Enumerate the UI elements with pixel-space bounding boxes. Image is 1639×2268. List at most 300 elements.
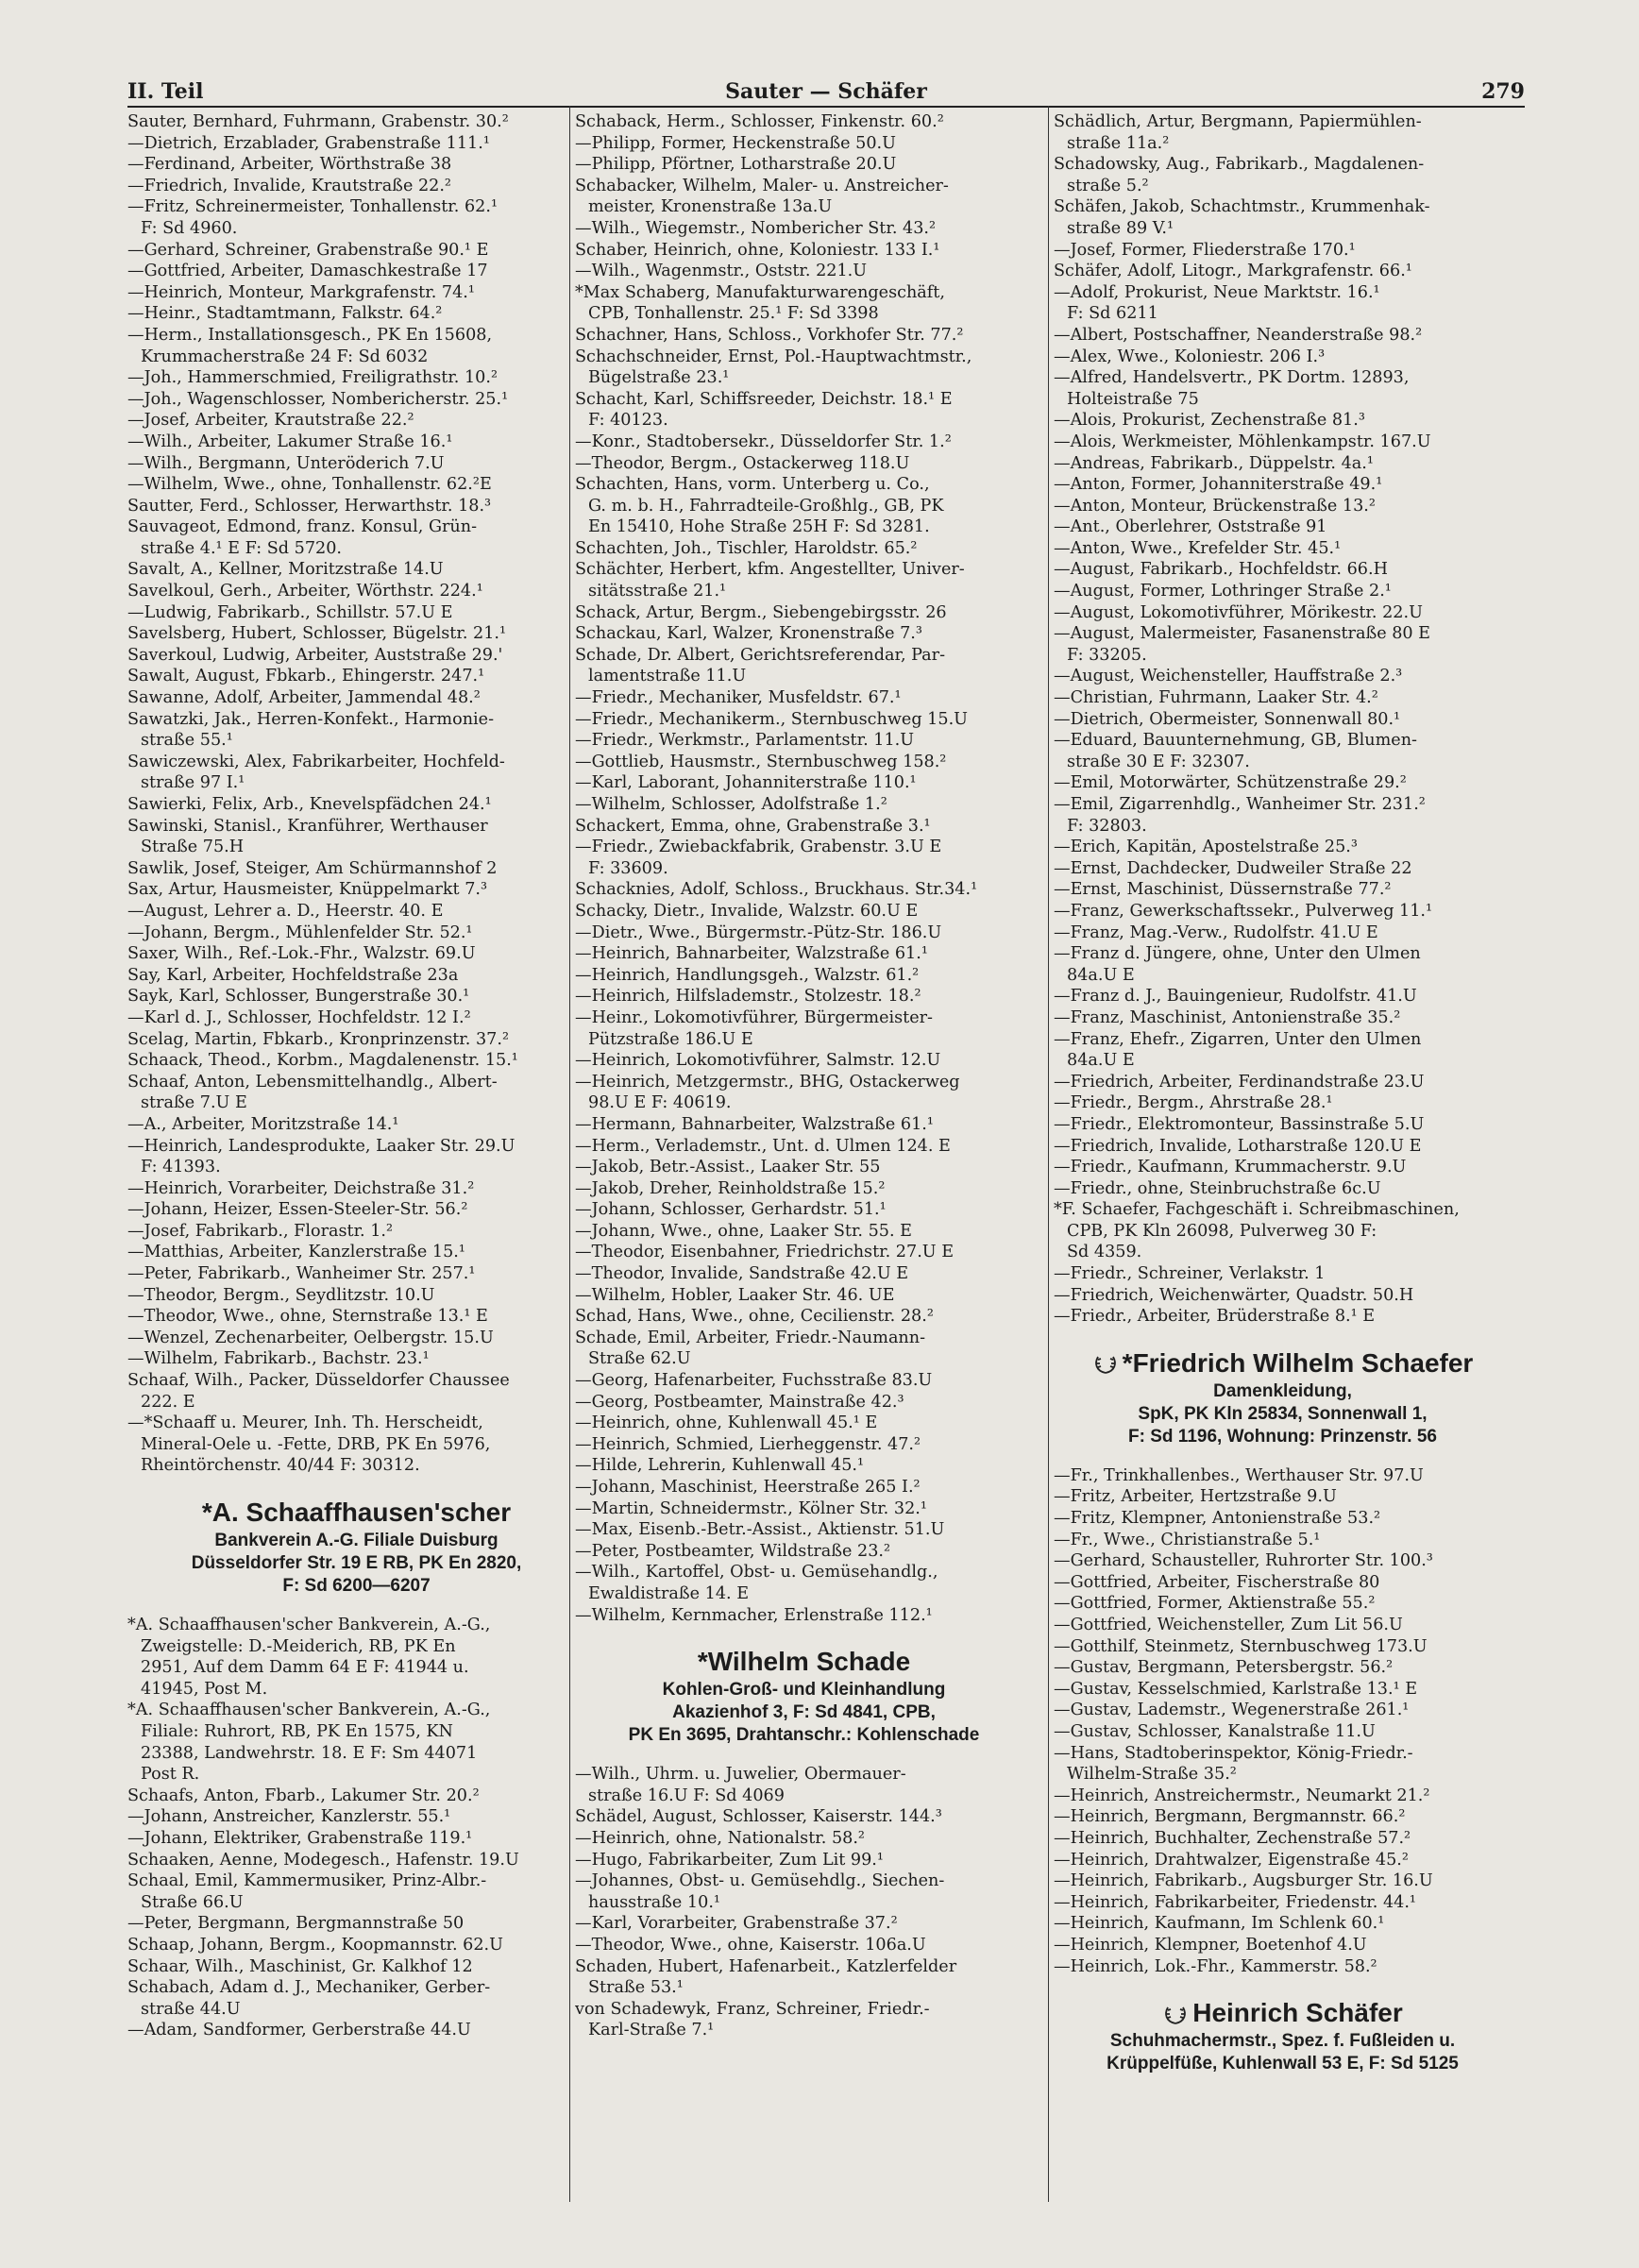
entry-line: —Joh., Wagenschlosser, Nombericherstr. 25.¹ [127, 389, 509, 409]
entry-line: —Friedr., Zwiebackfabrik, Grabenstr. 3.U E [575, 838, 942, 857]
directory-entry [127, 176, 585, 197]
entry-line: —Heinrich, Monteur, Markgrafenstr. 74.¹ [127, 282, 475, 302]
entry-line: Schabach, Adam d. J., Mechaniker, Gerber- [127, 1978, 491, 1998]
directory-entry [127, 1242, 585, 1263]
directory-entry [1054, 1263, 1512, 1285]
directory-entry [575, 645, 1033, 687]
entry-line: —Gustav, Bergmann, Petersbergstr. 56.² [1054, 1658, 1394, 1678]
entry-line: Schaack, Theod., Korbm., Magdalenenstr. 15.¹ [127, 1051, 518, 1071]
entry-line: 222. E [141, 1392, 195, 1412]
entry-line: —Wilh., Wiegemstr., Nombericher Str. 43.² [575, 218, 937, 238]
directory-entry [575, 1328, 1033, 1370]
directory-entry [127, 1956, 585, 1978]
entry-line: —Johann, Wwe., ohne, Laaker Str. 55. E [575, 1221, 913, 1241]
directory-entry [1054, 1136, 1512, 1158]
entry-line: Schackau, Karl, Walzer, Kronenstraße 7.³ [575, 624, 922, 644]
entry-line: —Fritz, Arbeiter, Hertzstraße 9.U [1054, 1487, 1337, 1507]
entry-line: —Friedr., ohne, Steinbruchstraße 6c.U [1054, 1178, 1381, 1198]
directory-entry [1054, 1029, 1512, 1072]
entry-line: Sax, Artur, Hausmeister, Knüppelmarkt 7.³ [127, 880, 488, 900]
directory-entry [127, 1913, 585, 1935]
directory-entry [575, 837, 1033, 879]
directory-entry [575, 389, 1033, 432]
directory-entry [575, 752, 1033, 773]
directory-entry [575, 1285, 1033, 1307]
entry-line: —Dietrich, Erzablader, Grabenstraße 111.¹ [127, 133, 490, 153]
directory-entry [575, 1114, 1033, 1136]
directory-entry [127, 240, 585, 262]
directory-entry [1054, 901, 1512, 922]
entry-line: lamentstraße 11.U [588, 667, 747, 686]
entry-line: Krummacherstraße 24 F: Sd 6032 [141, 347, 429, 366]
entry-line: Sayk, Karl, Schlosser, Bungerstraße 30.¹ [127, 987, 470, 1007]
directory-entry [127, 986, 585, 1007]
entry-line: —Gustav, Lademstr., Wegenerstraße 261.¹ [1054, 1701, 1410, 1720]
entry-line: Schacht, Karl, Schiffsreeder, Deichstr. 18.¹ E [575, 389, 953, 409]
directory-entry [1054, 1892, 1512, 1914]
directory-entry [1054, 538, 1512, 560]
directory-entry [575, 730, 1033, 752]
entry-line: —Joh., Hammerschmied, Freiligrathstr. 10.² [127, 368, 498, 388]
directory-entry [1054, 1743, 1512, 1786]
entry-line: Schaber, Heinrich, ohne, Koloniestr. 133 I.¹ [575, 240, 940, 260]
entry-line: —Johann, Elektriker, Grabenstraße 119.¹ [127, 1828, 473, 1848]
directory-entry [575, 474, 1033, 538]
directory-entry [1054, 1786, 1512, 1807]
entry-line: Straße 53.¹ [588, 1978, 684, 1998]
entry-line: —Gottlieb, Hausmstr., Sternbuschweg 158.² [575, 752, 947, 771]
directory-entry [127, 261, 585, 282]
spacer [127, 1601, 585, 1615]
entry-line: Schad, Hans, Wwe., ohne, Cecilienstr. 28.² [575, 1307, 934, 1327]
entry-line: F: 40123. [588, 411, 668, 431]
entry-line: Sawlik, Josef, Steiger, Am Schürmannshof 2 [127, 858, 498, 878]
entry-line: Schaar, Wilh., Maschinist, Gr. Kalkhof 12 [127, 1956, 473, 1976]
ad-line: Damenkleidung, [1213, 1380, 1352, 1401]
directory-entry [1054, 623, 1512, 666]
entry-line: —Josef, Arbeiter, Krautstraße 22.² [127, 411, 414, 431]
wreath-logo-icon [1092, 1354, 1119, 1375]
entry-line: —Heinrich, Drahtwalzer, Eigenstraße 45.² [1054, 1850, 1409, 1870]
entry-line: —Heinr., Lokomotivführer, Bürgermeister- [575, 1007, 934, 1027]
ad-title [127, 1496, 585, 1530]
directory-entry [127, 943, 585, 965]
entry-line: —Friedrich, Invalide, Krautstraße 22.² [127, 176, 451, 195]
ad-line: Krüppelfüße, Kuhlenwall 53 E, F: Sd 5125 [1107, 2054, 1459, 2074]
entry-line: —Ernst, Dachdecker, Dudweiler Straße 22 [1054, 858, 1412, 878]
entry-line: —Ludwig, Fabrikarb., Schillstr. 57.U E [127, 602, 453, 622]
entry-line: —Heinrich, ohne, Kuhlenwall 45.¹ E [575, 1413, 878, 1433]
entry-line: —Alex, Wwe., Koloniestr. 206 I.³ [1054, 347, 1326, 366]
directory-entry [1054, 858, 1512, 880]
directory-entry [1054, 1657, 1512, 1679]
entry-line: —Heinrich, Lok.-Fhr., Kammerstr. 58.² [1054, 1956, 1377, 1976]
entry-line: —Fritz, Schreinermeister, Tonhallenstr. 62.¹ [127, 197, 498, 217]
entry-line: —Wilh., Uhrm. u. Juwelier, Obermauer- [575, 1765, 906, 1785]
business-advertisement [575, 1645, 1033, 1747]
directory-entry [127, 602, 585, 624]
directory-entry [1054, 1092, 1512, 1114]
entry-line: Schackert, Emma, ohne, Grabenstraße 3.¹ [575, 816, 931, 836]
directory-entry [127, 516, 585, 559]
directory-entry [575, 1306, 1033, 1328]
entry-line: —Johann, Maschinist, Heerstraße 265 I.² [575, 1478, 921, 1497]
entry-line: F: 33609. [588, 858, 668, 878]
directory-entry [127, 1007, 585, 1029]
entry-line: —Peter, Fabrikarb., Wanheimer Str. 257.¹ [127, 1264, 476, 1284]
entry-line: —Alois, Prokurist, Zechenstraße 81.³ [1054, 411, 1365, 431]
directory-entry [575, 1263, 1033, 1285]
entry-line: —Anton, Wwe., Krefelder Str. 45.¹ [1054, 538, 1342, 558]
directory-entry [575, 1178, 1033, 1200]
directory-entry [575, 1850, 1033, 1871]
entry-line: Scelag, Martin, Fbkarb., Kronprinzenstr. 37.² [127, 1029, 509, 1049]
entry-line: —Emil, Zigarrenhdlg., Wanheimer Str. 231.² [1054, 795, 1426, 814]
entry-line: Holteistraße 75 [1067, 389, 1199, 409]
ad-line: SpK, PK Kln 25834, Sonnenwall 1, [1138, 1403, 1428, 1424]
entry-line: Schaap, Johann, Bergm., Koopmannstr. 62.U [127, 1935, 503, 1955]
entry-line: *A. Schaaffhausen'scher Bankverein, A.-G., [127, 1701, 491, 1720]
ad-title [1054, 1346, 1512, 1380]
entry-line: —Matthias, Arbeiter, Kanzlerstraße 15.¹ [127, 1243, 465, 1262]
directory-entry [575, 154, 1033, 176]
entry-line: —Johann, Bergm., Mühlenfelder Str. 52.¹ [127, 922, 473, 942]
ad-title-text: Heinrich Schäfer [1192, 1998, 1403, 2028]
entry-line: Ewaldistraße 14. E [588, 1583, 750, 1603]
entry-line: Straße 62.U [588, 1349, 691, 1369]
ad-title [575, 1645, 1033, 1679]
directory-entry [127, 901, 585, 922]
entry-line: —Hermann, Bahnarbeiter, Walzstraße 61.¹ [575, 1114, 934, 1134]
entry-line: F: Sd 6211 [1067, 304, 1158, 324]
entry-line: Filiale: Ruhrort, RB, PK En 1575, KN [141, 1721, 453, 1741]
entry-line: Schachschneider, Ernst, Pol.-Hauptwachtmstr., [575, 347, 972, 366]
entry-line: —Adam, Sandformer, Gerberstraße 44.U [127, 2021, 471, 2040]
directory-entry [1054, 1828, 1512, 1850]
entry-line: Schacky, Dietr., Invalide, Walzstr. 60.U E [575, 901, 919, 921]
entry-line: —Heinr., Stadtamtmann, Falkstr. 64.² [127, 304, 443, 324]
directory-entry [575, 1498, 1033, 1520]
directory-entry [127, 879, 585, 901]
directory-entry [575, 1999, 1033, 2041]
entry-line: straße 16.U F: Sd 4069 [588, 1786, 785, 1805]
directory-entry [127, 709, 585, 752]
directory-entry [127, 1348, 585, 1370]
directory-entry [575, 1221, 1033, 1243]
directory-entry [127, 581, 585, 602]
directory-entry [1054, 922, 1512, 944]
entry-line: —Franz, Ehefr., Zigarren, Unter den Ulmen [1054, 1029, 1422, 1049]
running-title: Sauter — Schäfer [725, 79, 927, 104]
directory-entry [575, 772, 1033, 794]
entry-line: —Heinrich, Handlungsgeh., Walzstr. 61.² [575, 965, 920, 985]
directory-entry [1054, 282, 1512, 325]
entry-line: —Franz d. J., Bauingenieur, Rudolfstr. 41.U [1054, 987, 1417, 1007]
directory-entry [1054, 1956, 1512, 1978]
directory-entry [1054, 986, 1512, 1007]
directory-entry [575, 687, 1033, 709]
directory-entry [127, 1221, 585, 1243]
directory-entry [1054, 1530, 1512, 1551]
entry-line: —Friedr., Mechaniker, Musfeldstr. 67.¹ [575, 688, 902, 708]
entry-line: —Alois, Werkmeister, Möhlenkampstr. 167.U [1054, 432, 1431, 451]
entry-line: —Anton, Former, Johanniterstraße 49.¹ [1054, 475, 1383, 495]
entry-line: —Wenzel, Zechenarbeiter, Oelbergstr. 15.U [127, 1328, 494, 1347]
column-divider [1048, 106, 1049, 2202]
entry-line: —Erich, Kapitän, Apostelstraße 25.³ [1054, 838, 1358, 857]
entry-line: Sawatzki, Jak., Herren-Konfekt., Harmonie- [127, 709, 495, 729]
entry-line: Schächter, Herbert, kfm. Angestellter, Univer- [575, 560, 965, 580]
entry-line: Sauvageot, Edmond, franz. Konsul, Grün- [127, 517, 478, 537]
entry-line: —Heinrich, ohne, Nationalstr. 58.² [575, 1828, 865, 1848]
directory-entry [575, 816, 1033, 838]
entry-line: —Gottfried, Former, Aktienstraße 55.² [1054, 1594, 1376, 1614]
directory-entry [127, 965, 585, 987]
spacer [1054, 1328, 1512, 1341]
directory-entry [1054, 730, 1512, 772]
directory-entry [575, 1072, 1033, 1114]
entry-line: —Heinrich, Hilfslademstr., Stolzestr. 18.² [575, 987, 921, 1007]
directory-entry [127, 453, 585, 475]
entry-line: —Hilde, Lehrerin, Kuhlenwall 45.¹ [575, 1456, 865, 1476]
ad-line: Akazienhof 3, F: Sd 4841, CPB, [672, 1702, 936, 1723]
entry-line: —Theodor, Bergm., Ostackerweg 118.U [575, 453, 910, 473]
entry-line: —Heinrich, Metzgermstr., BHG, Ostackerweg [575, 1072, 960, 1092]
entry-line: —Peter, Bergmann, Bergmannstraße 50 [127, 1914, 465, 1934]
entry-line: straße 4.¹ E F: Sd 5720. [141, 538, 342, 558]
directory-entry [127, 1850, 585, 1871]
entry-line: Post R. [141, 1765, 200, 1785]
directory-entry [575, 1477, 1033, 1498]
entry-line: —Jakob, Dreher, Reinholdstraße 15.² [575, 1178, 886, 1198]
directory-entry [127, 432, 585, 453]
directory-entry [127, 196, 585, 239]
entry-line: Saxer, Wilh., Ref.-Lok.-Fhr., Walzstr. 69.U [127, 944, 476, 964]
directory-entry [127, 1114, 585, 1136]
directory-entry [127, 858, 585, 880]
entry-line: En 15410, Hohe Straße 25H F: Sd 3281. [588, 517, 930, 537]
entry-line: —Max, Eisenb.-Betr.-Assist., Aktienstr. 51.U [575, 1520, 945, 1540]
header-rule [127, 106, 1525, 108]
entry-line: —Emil, Motorwärter, Schützenstraße 29.² [1054, 773, 1407, 793]
entry-line: —Fr., Wwe., Christianstraße 5.¹ [1054, 1530, 1321, 1549]
directory-entry [1054, 1178, 1512, 1200]
entry-line: —Heinrich, Fabrikarb., Augsburger Str. 16.U [1054, 1871, 1433, 1891]
entry-line: Schachten, Joh., Tischler, Haroldstr. 65.² [575, 538, 918, 558]
entry-line: —Georg, Hafenarbeiter, Fuchsstraße 83.U [575, 1371, 933, 1391]
entry-line: meister, Kronenstraße 13a.U [588, 197, 833, 217]
directory-entry [127, 623, 585, 645]
directory-entry [1054, 410, 1512, 432]
entry-line: —Hugo, Fabrikarbeiter, Zum Lit 99.¹ [575, 1850, 884, 1870]
entry-line: —Herm., Installationsgesch., PK En 15608, [127, 325, 493, 345]
entry-line: Wilhelm-Straße 35.² [1067, 1765, 1237, 1785]
directory-entry [575, 559, 1033, 601]
directory-entry [127, 474, 585, 496]
ad-title-text: *Wilhelm Schade [697, 1647, 911, 1677]
entry-line: —Konr., Stadtobersekr., Düsseldorfer Str. 1.² [575, 432, 952, 451]
directory-entry [127, 282, 585, 304]
directory-entry [127, 133, 585, 155]
business-advertisement [1054, 1996, 1512, 2075]
entry-line: —Josef, Former, Fliederstraße 170.¹ [1054, 240, 1356, 260]
entry-line: —Friedr., Elektromonteur, Bassinstraße 5.U [1054, 1114, 1425, 1134]
directory-entry [127, 1413, 585, 1477]
entry-line: G. m. b. H., Fahrradteile-Großhlg., GB, PK [588, 496, 944, 516]
entry-line: Sawanne, Adolf, Arbeiter, Jammendal 48.² [127, 688, 481, 708]
entry-line: —Andreas, Fabrikarb., Düppelstr. 4a.¹ [1054, 453, 1374, 473]
entry-line: —Karl, Vorarbeiter, Grabenstraße 37.² [575, 1914, 898, 1934]
directory-entry [575, 1157, 1033, 1178]
directory-entry [1054, 325, 1512, 347]
directory-entry [127, 1285, 585, 1307]
entry-line: —Wilh., Kartoffel, Obst- u. Gemüsehandlg., [575, 1563, 938, 1583]
directory-entry [575, 1519, 1033, 1541]
entry-line: Schade, Dr. Albert, Gerichtsreferendar, Par- [575, 645, 946, 665]
directory-entry [1054, 1935, 1512, 1956]
directory-entry [1054, 240, 1512, 262]
directory-entry [127, 1029, 585, 1051]
directory-entry [1054, 1550, 1512, 1572]
entry-line: straße 97 I.¹ [141, 773, 245, 793]
page-number: 279 [1481, 79, 1525, 104]
entry-line: Sawierki, Felix, Arb., Knevelspfädchen 24.¹ [127, 795, 492, 814]
directory-entry [127, 1072, 585, 1114]
directory-entry [575, 1434, 1033, 1456]
directory-entry [1054, 1157, 1512, 1178]
section-label: II. Teil [127, 79, 204, 104]
entry-line: Schaback, Herm., Schlosser, Finkenstr. 60.² [575, 112, 944, 131]
entry-line: —Theodor, Wwe., ohne, Kaiserstr. 106a.U [575, 1935, 926, 1955]
entry-line: —Johann, Anstreicher, Kanzlerstr. 55.¹ [127, 1807, 451, 1827]
entry-line: Schaaf, Anton, Lebensmittelhandlg., Albert- [127, 1072, 498, 1092]
directory-entry [575, 1541, 1033, 1563]
directory-entry [1054, 1593, 1512, 1615]
directory-entry [575, 1562, 1033, 1604]
entry-line: —Heinrich, Vorarbeiter, Deichstraße 31.² [127, 1178, 475, 1198]
entry-line: —Friedr., Mechanikerm., Sternbuschweg 15.U [575, 709, 968, 729]
entry-line: —Johann, Heizer, Essen-Steeler-Str. 56.² [127, 1200, 468, 1220]
entry-line: Schachten, Hans, vorm. Unterberg u. Co., [575, 475, 930, 495]
directory-entry [127, 1977, 585, 2020]
entry-line: *F. Schaefer, Fachgeschäft i. Schreibmaschinen, [1054, 1200, 1460, 1220]
entry-line: —Fritz, Klempner, Antonienstraße 53.² [1054, 1509, 1381, 1529]
entry-line: Sd 4359. [1067, 1243, 1142, 1262]
ad-line: Bankverein A.-G. Filiale Duisburg [214, 1531, 498, 1550]
directory-entry [575, 1370, 1033, 1392]
ad-line: Kohlen-Groß- und Kleinhandlung [662, 1680, 946, 1701]
entry-line: —Friedr., Kaufmann, Krummacherstr. 9.U [1054, 1158, 1407, 1177]
directory-entry [575, 111, 1033, 133]
entry-line: —Eduard, Bauunternehmung, GB, Blumen- [1054, 731, 1417, 751]
entry-line: —Fr., Trinkhallenbes., Werthauser Str. 97.U [1054, 1465, 1424, 1485]
entry-line: —Theodor, Invalide, Sandstraße 42.U E [575, 1264, 909, 1284]
directory-entry [575, 986, 1033, 1007]
entry-line: —Josef, Fabrikarb., Florastr. 1.² [127, 1221, 394, 1241]
ad-line: Düsseldorfer Str. 19 E RB, PK En 2820, [191, 1553, 522, 1573]
directory-entry [575, 282, 1033, 325]
entry-line: —Johann, Schlosser, Gerhardstr. 51.¹ [575, 1200, 887, 1220]
entry-line: —August, Malermeister, Fasanenstraße 80 E [1054, 624, 1431, 644]
directory-entry [127, 922, 585, 944]
entry-line: straße 89 V.¹ [1067, 218, 1174, 238]
directory-entry [127, 1935, 585, 1956]
entry-line: —Ernst, Maschinist, Düssernstraße 77.² [1054, 880, 1392, 900]
entry-line: von Schadewyk, Franz, Schreiner, Friedr.- [575, 1999, 930, 2019]
entry-line: —Friedrich, Weichenwärter, Quadstr. 50.H [1054, 1285, 1414, 1305]
entry-line: Saverkoul, Ludwig, Arbeiter, Auststraße 29.' [127, 645, 503, 665]
entry-line: Savalt, A., Kellner, Moritzstraße 14.U [127, 560, 444, 580]
entry-line: —Johannes, Obst- u. Gemüsehdlg., Siechen- [575, 1871, 945, 1891]
directory-entry [127, 1615, 585, 1700]
directory-entry [1054, 1870, 1512, 1892]
entry-line: straße 11a.² [1067, 133, 1170, 153]
entry-line: 84a.U E [1067, 1051, 1135, 1071]
entry-line: Schäfen, Jakob, Schachtmstr., Krummenhak- [1054, 197, 1430, 217]
entry-line: —Philipp, Pförtner, Lotharstraße 20.U [575, 155, 897, 175]
directory-entry [1054, 496, 1512, 517]
directory-entry [127, 410, 585, 432]
entry-line: 23388, Landwehrstr. 18. E F: Sm 44071 [141, 1743, 478, 1763]
entry-line: Schäfer, Adolf, Litogr., Markgrafenstr. 66.¹ [1054, 262, 1412, 281]
entry-line: —Franz, Gewerkschaftssekr., Pulverweg 11.¹ [1054, 901, 1433, 921]
entry-line: Karl-Straße 7.¹ [588, 2021, 715, 2040]
directory-entry [575, 453, 1033, 475]
entry-line: —Heinrich, Klempner, Boetenhof 4.U [1054, 1935, 1367, 1955]
directory-entry [1054, 1850, 1512, 1871]
directory-entry [1054, 837, 1512, 858]
directory-entry [575, 623, 1033, 645]
directory-entry [575, 709, 1033, 731]
directory-entry [127, 794, 585, 816]
entry-line: 98.U E F: 40619. [588, 1093, 732, 1113]
entry-line: —Heinrich, Anstreichermstr., Neumarkt 21.² [1054, 1786, 1430, 1805]
directory-entry [1054, 453, 1512, 475]
entry-line: Straße 75.H [141, 838, 245, 857]
entry-line: straße 44.U [141, 1999, 241, 2019]
entry-line: —Theodor, Wwe., ohne, Sternstraße 13.¹ E [127, 1307, 488, 1327]
directory-entry [1054, 879, 1512, 901]
business-advertisement [1054, 1346, 1512, 1448]
directory-entry [127, 1263, 585, 1285]
entry-line: Savelkoul, Gerh., Arbeiter, Wörthstr. 224.¹ [127, 582, 483, 601]
ad-line: Schuhmachermstr., Spez. f. Fußleiden u. [1109, 2031, 1456, 2052]
directory-entry [575, 901, 1033, 922]
entry-line: Say, Karl, Arbeiter, Hochfeldstraße 23a [127, 965, 459, 985]
entry-line: —Alfred, Handelsvertr., PK Dortm. 12893, [1054, 368, 1410, 388]
entry-line: straße 30 E F: 32307. [1067, 752, 1250, 771]
entry-line: Sawinski, Stanisl., Kranführer, Werthauser [127, 816, 488, 836]
directory-entry [127, 687, 585, 709]
spacer [1054, 1977, 1512, 1990]
entry-line: 2951, Auf dem Damm 64 E F: 41944 u. [141, 1658, 469, 1678]
entry-line: 84a.U E [1067, 965, 1135, 985]
entry-line: —Karl, Laborant, Johanniterstraße 110.¹ [575, 773, 917, 793]
entry-line: —Franz, Maschinist, Antonienstraße 35.² [1054, 1007, 1401, 1027]
ad-line: F: Sd 6200—6207 [282, 1576, 431, 1596]
entry-line: 41945, Post M. [141, 1679, 268, 1699]
directory-entry [127, 645, 585, 667]
entry-line: —Christian, Fuhrmann, Laaker Str. 4.² [1054, 688, 1378, 708]
entry-line: —Ant., Oberlehrer, Oststraße 91 [1054, 517, 1327, 537]
entry-line: Sawiczewski, Alex, Fabrikarbeiter, Hochfeld- [127, 752, 505, 771]
directory-entry [127, 389, 585, 411]
entry-line: —Dietrich, Obermeister, Sonnenwall 80.¹ [1054, 709, 1401, 729]
directory-entry [1054, 367, 1512, 410]
directory-entry [127, 367, 585, 389]
spacer [575, 1626, 1033, 1639]
entry-line: Sautter, Ferd., Schlosser, Herwarthstr. 18.³ [127, 496, 492, 516]
